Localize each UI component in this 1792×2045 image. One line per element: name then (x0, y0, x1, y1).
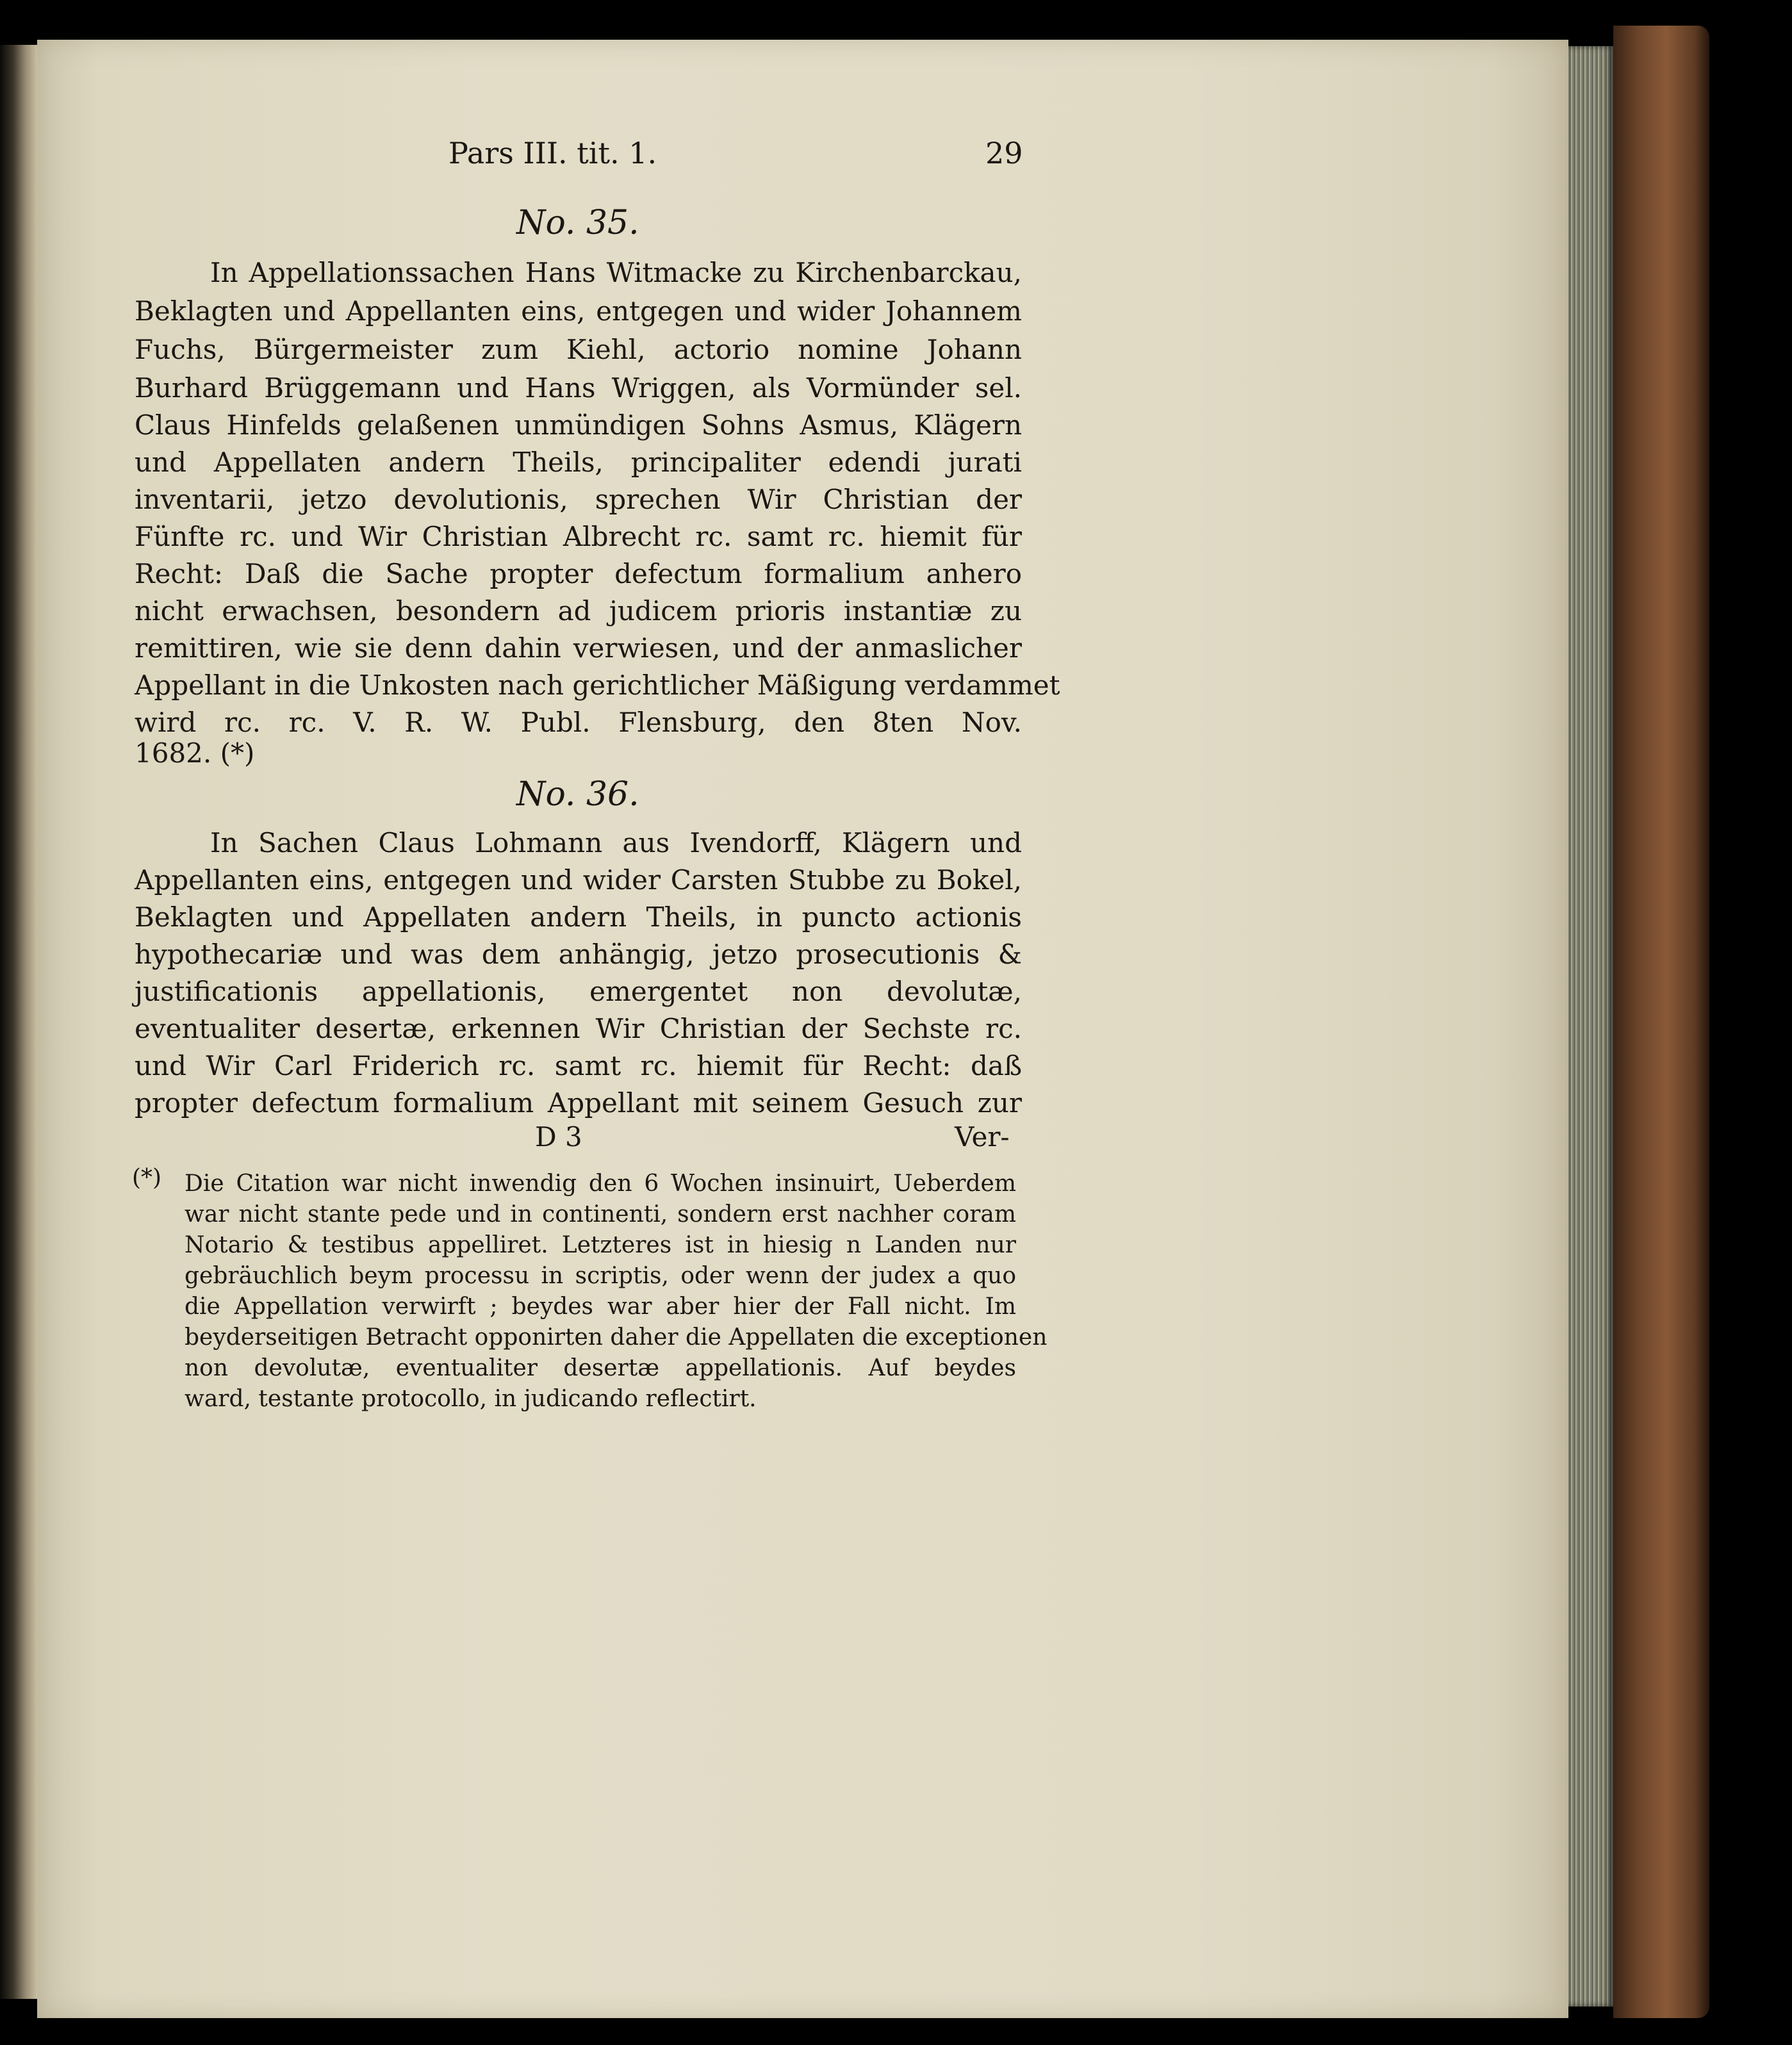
entry-line: inventarii, jetzo devolutionis, sprechen Wir Christian der (135, 484, 1022, 515)
entry-line: Beklagten und Appellaten andern Theils, in puncto actionis (135, 901, 1022, 933)
entry-line: Appellanten eins, entgegen und wider Carsten Stubbe zu Bokel, (135, 864, 1022, 896)
entry-line: hypothecariæ und was dem anhängig, jetzo prosecutionis & (135, 939, 1022, 970)
footnote-line: Notario & testibus appelliret. Letzteres ist in hiesig n Landen nur (185, 1232, 1016, 1258)
footnote-line: ward, testante protocollo, in judicando reflectirt. (185, 1386, 757, 1412)
entry-line: Recht: Daß die Sache propter defectum formalium anhero (135, 558, 1022, 589)
footnote-line: war nicht stante pede und in continenti, sondern erst nachher coram (185, 1201, 1016, 1228)
footnote-line: beyderseitigen Betracht opponirten daher die Appellaten die exceptionen (185, 1324, 1048, 1351)
page-number: 29 (985, 136, 1023, 170)
entry-line: justificationis appellationis, emergentet non devolutæ, (135, 976, 1022, 1007)
leather-cover (1613, 26, 1709, 2018)
footnote-line: die Appellation verwirft ; beydes war aber hier der Fall nicht. Im (185, 1294, 1016, 1320)
entry-line: Fünfte rc. und Wir Christian Albrecht rc. samt rc. hiemit für (135, 521, 1022, 552)
entry-line: In Sachen Claus Lohmann aus Ivendorff, Klägern und (210, 827, 1022, 858)
entry-line: propter defectum formalium Appellant mit seinem Gesuch zur (135, 1087, 1022, 1119)
entry-line: Fuchs, Bürgermeister zum Kiehl, actorio nomine Johann (135, 334, 1022, 365)
entry-line: In Appellationssachen Hans Witmacke zu Kirchenbarckau, (210, 257, 1022, 288)
entry-line: und Appellaten andern Theils, principaliter edendi jurati (135, 447, 1022, 478)
entry-line: remittiren, wie sie denn dahin verwiesen, und der anmaslicher (135, 632, 1022, 664)
entry-heading: No. 35. (516, 204, 639, 242)
entry-line: und Wir Carl Friderich rc. samt rc. hiemit für Recht: daß (135, 1050, 1022, 1081)
entry-line: Beklagten und Appellanten eins, entgegen und wider Johannem (135, 295, 1022, 327)
entry-line: wird rc. rc. V. R. W. Publ. Flensburg, den 8ten Nov. (135, 707, 1022, 738)
entry-line: 1682. (*) (135, 737, 255, 769)
running-head: Pars III. tit. 1. (448, 136, 657, 170)
entry-line: Burhard Brüggemann und Hans Wriggen, als Vormünder sel. (135, 372, 1022, 404)
footnote-marker: (*) (132, 1165, 162, 1191)
footnote-line: gebräuchlich beym processu in scriptis, oder wenn der judex a quo (185, 1263, 1016, 1289)
page-stack-edge (1568, 46, 1613, 2007)
entry-line: Claus Hinfelds gelaßenen unmündigen Sohns Asmus, Klägern (135, 409, 1022, 441)
footnote-line: non devolutæ, eventualiter desertæ appellationis. Auf beydes (185, 1355, 1016, 1381)
footnote-line: Die Citation war nicht inwendig den 6 Wochen insinuirt, Ueberdem (185, 1170, 1016, 1197)
entry-line: nicht erwachsen, besondern ad judicem prioris instantiæ zu (135, 595, 1022, 627)
signature-mark: D 3 (535, 1121, 582, 1153)
entry-heading: No. 36. (516, 775, 639, 814)
catchword: Ver- (955, 1121, 1010, 1153)
entry-line: eventualiter desertæ, erkennen Wir Christian der Sechste rc. (135, 1013, 1022, 1044)
entry-line: Appellant in die Unkosten nach gerichtlicher Mäßigung verdammet (135, 669, 1060, 701)
facing-page-edge (0, 45, 37, 1999)
